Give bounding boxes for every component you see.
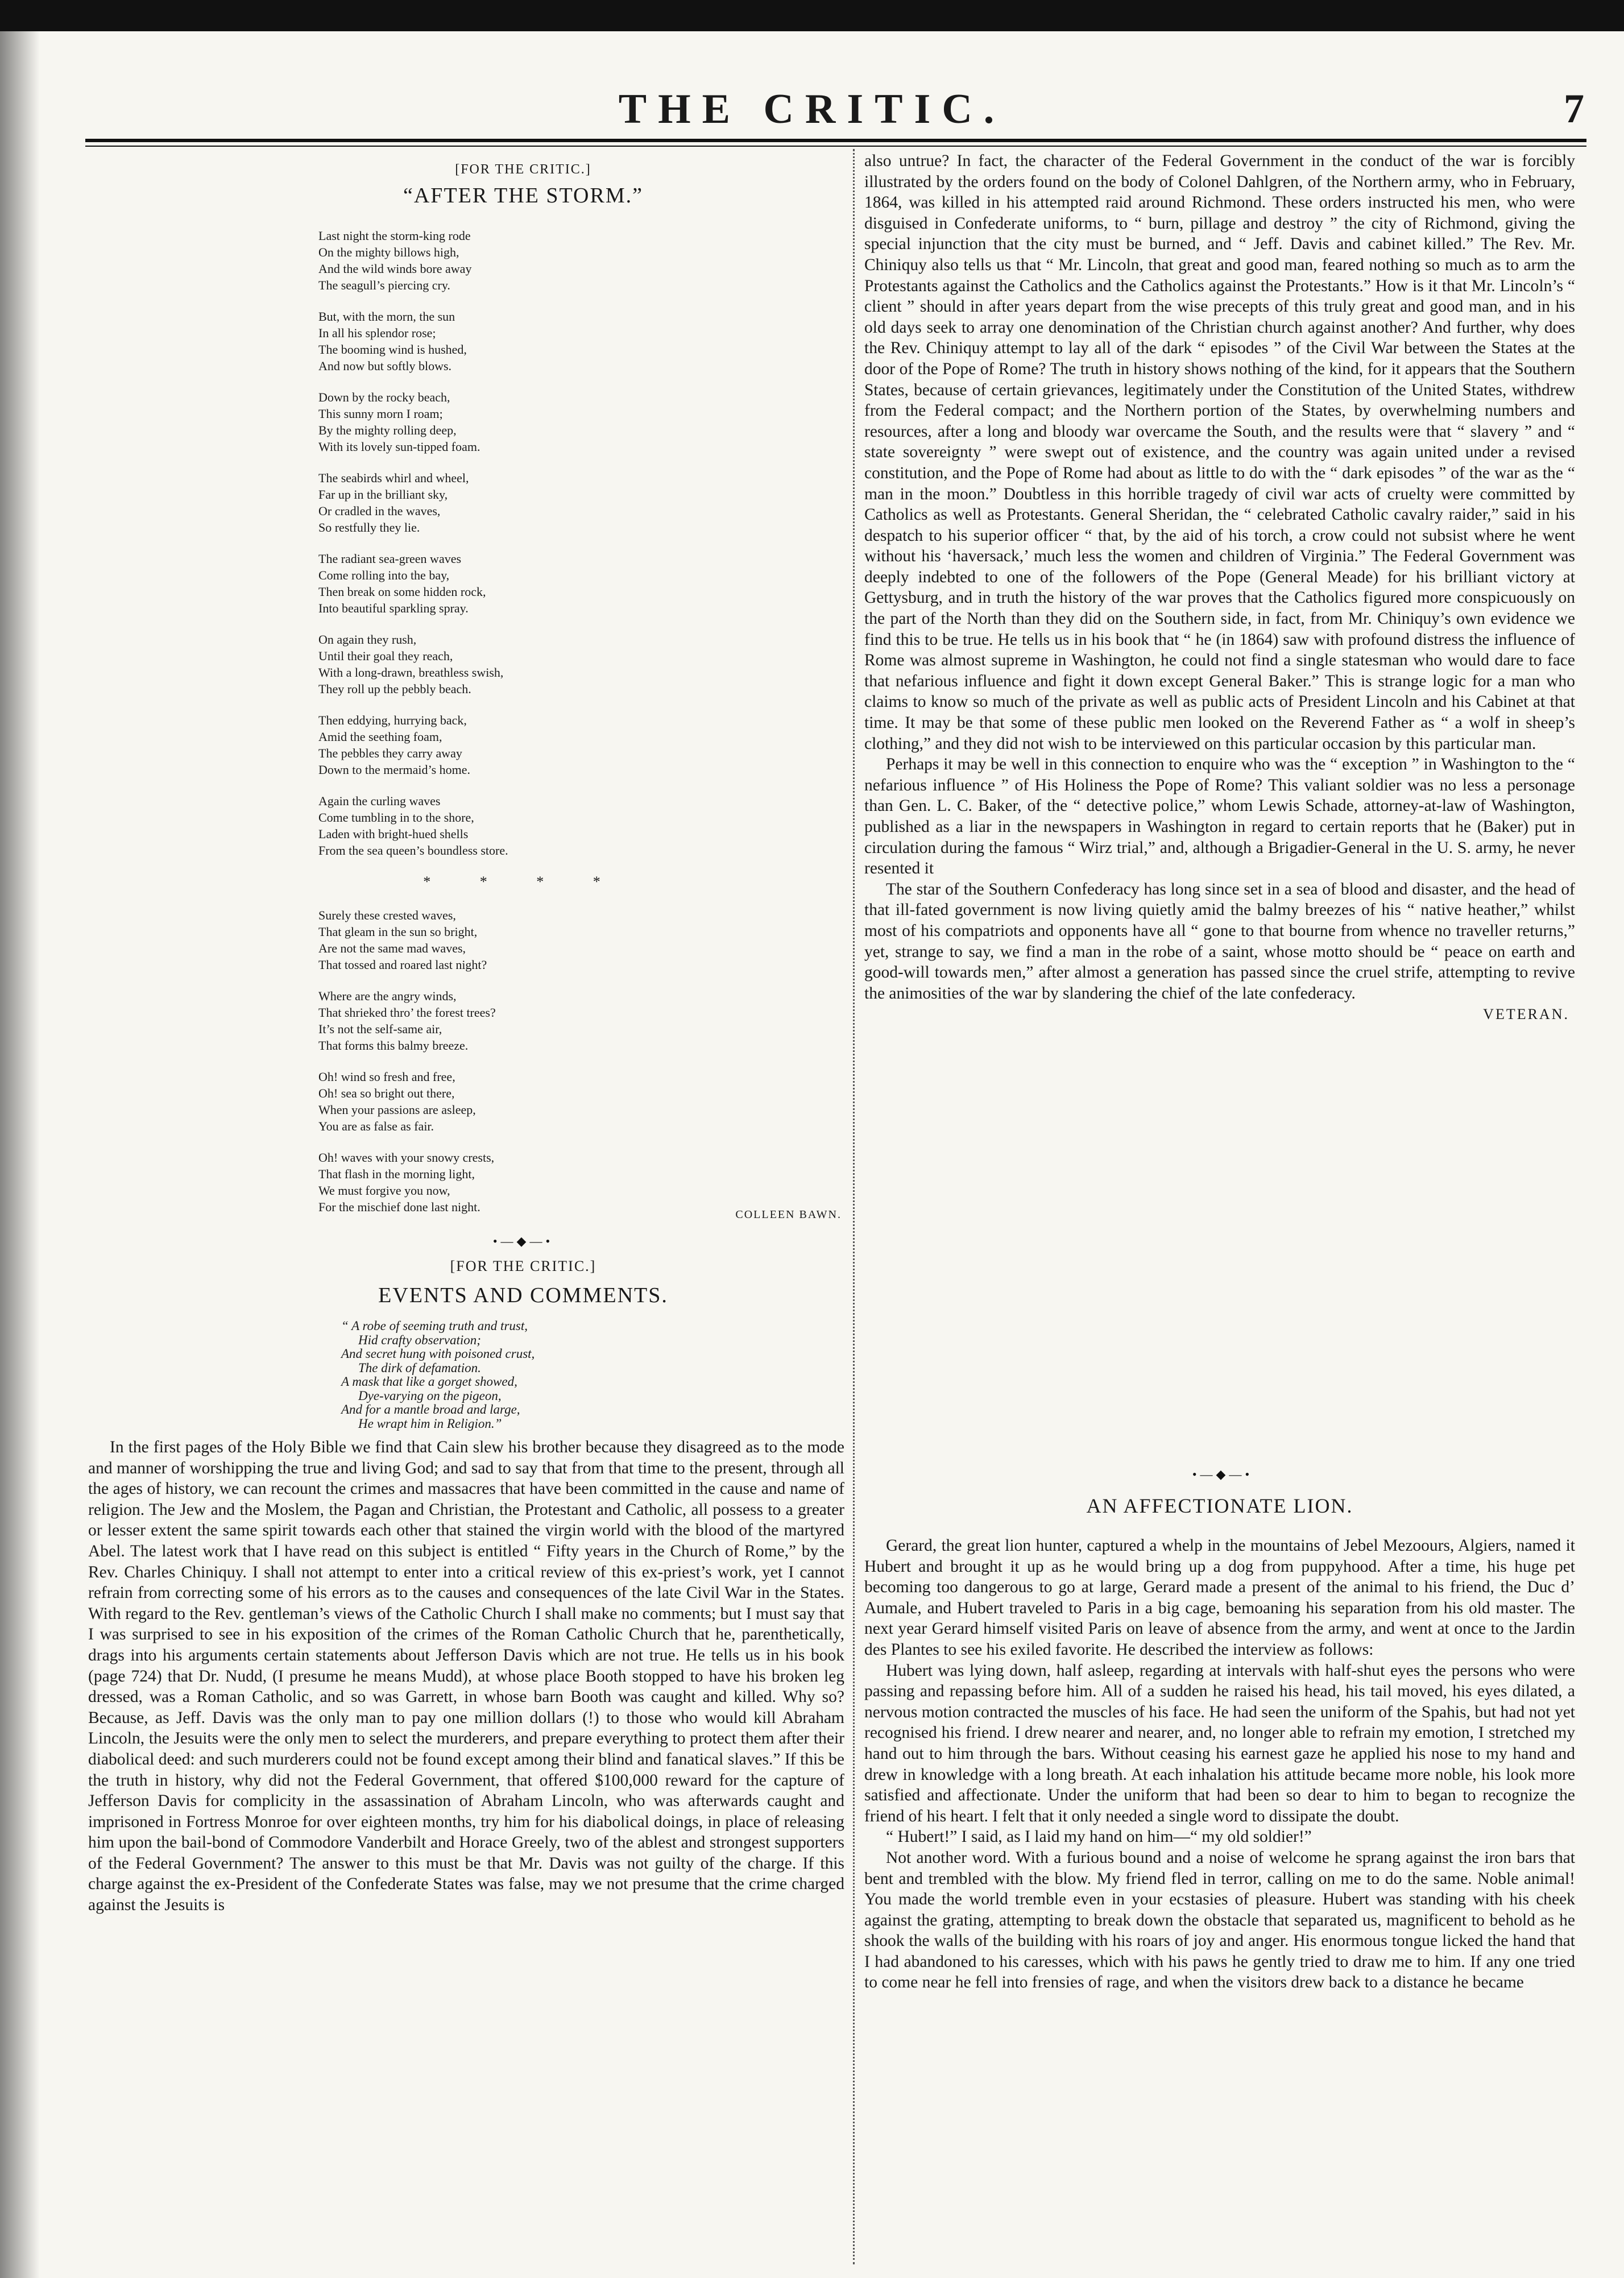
poem-line: Until their goal they reach, <box>318 649 453 663</box>
poem-line: And the wild winds bore away <box>318 262 472 276</box>
poem-signature: COLLEEN BAWN. <box>735 1208 842 1221</box>
poem-line: The radiant sea-green waves <box>318 552 462 566</box>
epigraph-line: And for a mantle broad and large, <box>341 1402 520 1416</box>
masthead <box>0 85 1624 136</box>
poem-line: On again they rush, <box>318 632 417 647</box>
poem-line: That tossed and roared last night? <box>318 958 487 972</box>
article-paragraph: Perhaps it may be well in this connection to enquire who was the “ exception ” in Washington to the “ nefarious influence ” of His Holiness the Pope of Rome? This valiant soldier was no less a personage than Gen. L. C. Baker, of the “ detective police,” whom Lewis Schade, attorney-at-law of Washington, published as a liar in the newspapers in Washington in regard to certain reports that he (Baker) put in circulation during the famous “ Wirz trial,” and, although a Brigadier-General in the U. S. army, he never resented it <box>864 755 1575 878</box>
poem-stanza <box>318 227 728 293</box>
poem-line: The booming wind is hushed, <box>318 342 467 357</box>
poem-line: The seabirds whirl and wheel, <box>318 471 469 485</box>
epigraph-line: A mask that like a gorget showed, <box>341 1374 517 1389</box>
poem-line: Again the curling waves <box>318 794 441 808</box>
poem-line: Oh! wind so fresh and free, <box>318 1070 455 1084</box>
column-divider <box>853 149 855 2264</box>
poem-line: Oh! waves with your snowy crests, <box>318 1150 495 1165</box>
poem-line: For the mischief done last night. <box>318 1200 480 1214</box>
poem-line: You are as false as fair. <box>318 1119 434 1133</box>
poem-stanza <box>318 793 728 859</box>
poem-line: That flash in the morning light, <box>318 1167 475 1181</box>
poem-line: On the mighty billows high, <box>318 245 459 259</box>
poem-line: Down to the mermaid’s home. <box>318 763 471 777</box>
poem-line: We must forgive you now, <box>318 1183 450 1198</box>
epigraph-line: “ A robe of seeming truth and trust, <box>341 1319 528 1333</box>
poem-line: But, with the morn, the sun <box>318 309 455 324</box>
poem-line: This sunny morn I roam; <box>318 407 443 421</box>
events-title: EVENTS AND COMMENTS. <box>378 1283 668 1307</box>
poem-line: So restfully they lie. <box>318 520 420 535</box>
poem-stanza <box>318 631 728 697</box>
lion-paragraph: Gerard, the great lion hunter, captured a whelp in the mountains of Jebel Mezoours, Algiers, named it Hubert and brought it up as he would bring up a dog from puppyhood. After a time, his huge pet becoming too dangerous to go at large, Gerard made a present of the animal to his friend, the Duc d’ Aumale, and Hubert traveled to Paris in a big cage, bemoaning his separation from his old master. The next year Gerard himself visited Paris on leave of absence from the army, and went at once to the Jardin des Plantes to see his exiled favorite. He described the interview as follows: <box>864 1536 1575 1659</box>
poem-line: Laden with bright-hued shells <box>318 827 469 841</box>
poem-line: The pebbles they carry away <box>318 746 462 760</box>
poem-line: Or cradled in the waves, <box>318 504 441 518</box>
lion-article <box>864 1535 1575 1993</box>
poem-line: And now but softly blows. <box>318 359 452 373</box>
poem-line: It’s not the self-same air, <box>318 1022 442 1036</box>
poem-line: They roll up the pebbly beach. <box>318 682 471 696</box>
events-for-label: [FOR THE CRITIC.] <box>450 1258 596 1274</box>
poem-line: Are not the same mad waves, <box>318 941 466 955</box>
events-paragraph: In the first pages of the Holy Bible we find that Cain slew his brother because they disagreed as to the mode and manner of worshipping the true and living God; and sad to say that from that time to the present, through all the ages of history, we can recount the crimes and massacres that have been committed in the cause and name of religion. The Jew and the Moslem, the Pagan and Christian, the Protestant and Catholic, all possess to a greater or lesser extent the same spirit towards each other that stained the virgin world with the blood of the martyred Abel. The latest work that I have read on this subject is entitled “ Fifty years in the Church of Rome,” by the Rev. Charles Chiniquy. I shall not attempt to enter into a critical review of this ex-priest’s work, yet I cannot refrain from correcting some of his errors as to the causes and consequences of the late Civil War in the States. With regard to the Rev. gentleman’s views of the Catholic Church I shall make no comments; but I must say that I was surprised to see in his exposition of the crimes of the Roman Catholic Church that he, parenthetically, drags into his arguments certain statements about Jefferson Davis which are not true. He tells us in his book (page 724) that Dr. Nudd, (I presume he means Mudd), at whose place Booth stopped to have his broken leg dressed, was a Roman Catholic, and so was Garrett, in whose barn Booth was caught and killed. Why so? Because, as Jeff. Davis was the only man to pay one million dollars (!) to those who would kill Abraham Lincoln, the Jesuits were the only men to select the murderers, and prepare everything to protect them after their diabolical deed: and such murderers could not be found except among their blind and fanatical slaves.” If this be the truth in history, why did not the Federal Government, that offered $100,000 reward for the capture of Jefferson Davis for complicity in the assassination of Abraham Lincoln, who was afterwards caught and imprisoned in Fortress Monroe for over eighteen months, try him for his diabolical doings, in place of releasing him upon the bail-bond of Commodore Vanderbilt and Horace Greely, two of the ablest and strongest supporters of the Federal Government? The answer to this must be that Mr. Davis was not guilty of the charge. If this charge against the ex-President of the Confederate States was false, may we not presume that the crime charged against the Jesuits is <box>88 1438 844 1915</box>
poem-line: With its lovely sun-tipped foam. <box>318 440 480 454</box>
lion-paragraph: Not another word. With a furious bound and a noise of welcome he sprang against the iron bars that bent and trembled with the blow. My friend fled in terror, calling on me to do the same. Noble animal! You made the world tremble even in your ecstasies of pleasure. Hubert was standing with his cheek against the grating, attempting to break down the obstacle that separated us, magnificent to behold as he shook the walls of the building with his roars of joy and anger. His enormous tongue licked the hand that I had abandoned to his caresses, which with his paws he gently tried to draw me to him. If any one tried to come near he fell into frensies of rage, and when the visitors drew back to a distance he became <box>864 1848 1575 1992</box>
poem-line: That forms this balmy breeze. <box>318 1038 469 1053</box>
poem-line: With a long-drawn, breathless swish, <box>318 665 504 680</box>
poem-title: “AFTER THE STORM.” <box>403 184 643 208</box>
scan-top-edge <box>0 0 1624 31</box>
page-number: 7 <box>1564 86 1584 131</box>
events-epigraph <box>341 1319 728 1431</box>
poem-line: By the mighty rolling deep, <box>318 423 457 437</box>
poem-stanza <box>318 907 728 973</box>
scan-left-edge <box>0 31 40 2278</box>
article-paragraph: The star of the Southern Confederacy has long since set in a sea of blood and disaster, and the head of that ill-fated government is now living quietly amid the balmy breezes of his “ native heather,” whilst most of his compatriots and opponents have all “ gone to that bourne from whence no traveller returns,” yet, strange to say, we find a man in the robe of a saint, whose motto should be “ peace on earth and good-will towards men,” after almost a generation has passed since the cruel strife, attempting to revive the animosities of the war by slandering the chief of the late confederacy. <box>864 880 1575 1003</box>
poem-line: Oh! sea so bright out there, <box>318 1086 455 1100</box>
poem-stanza <box>318 470 728 536</box>
poem-line: In all his splendor rose; <box>318 326 436 340</box>
epigraph-line: Hid crafty observation; <box>358 1332 481 1347</box>
lion-paragraph: Hubert was lying down, half asleep, regarding at intervals with half-shut eyes the persons who were passing and repassing before him. All of a sudden he raised his head, his tail moved, his eyes dilated, a nervous motion contracted the muscles of his face. He had seen the uniform of the Spahis, but had not yet recognised his friend. I drew nearer and nearer, and, no longer able to refrain my emotion, I stretched my hand out to him through the bars. Without ceasing his earnest gaze he applied his nose to my hand and drew in knowledge with a long breath. At each inhalation his attitude became more noble, his look more satisfied and affectionate. Under the uniform that had been so dear to him to began to recognize the friend of his heart. I felt that it only needed a single word to dissipate the doubt. <box>864 1661 1575 1825</box>
newspaper-title: THE CRITIC. <box>618 86 1006 132</box>
section-ornament: •—◆—• <box>1192 1467 1253 1481</box>
poem-line: Surely these crested waves, <box>318 908 456 922</box>
poem-stanza <box>318 988 728 1054</box>
poem-line: Down by the rocky beach, <box>318 390 450 404</box>
poem-stanza <box>318 308 728 374</box>
poem-line: Where are the angry winds, <box>318 989 457 1003</box>
events-article-body <box>88 1437 844 1916</box>
poem-line: Come rolling into the bay, <box>318 568 450 582</box>
header-rule-thin <box>85 146 1586 147</box>
poem-line: Then eddying, hurrying back, <box>318 713 467 727</box>
poem-for-label: [FOR THE CRITIC.] <box>455 162 591 177</box>
header-rule-thick <box>85 139 1586 142</box>
poem-line: Into beautiful sparkling spray. <box>318 601 469 615</box>
epigraph-line: He wrapt him in Religion.” <box>358 1416 502 1431</box>
poem-stanza <box>318 389 728 455</box>
poem-line: The seagull’s piercing cry. <box>318 278 450 292</box>
poem-stars: * * * * <box>423 873 623 890</box>
poem-line: Amid the seething foam, <box>318 730 442 744</box>
poem-stanza <box>318 712 728 778</box>
poem-line: Come tumbling in to the shore, <box>318 810 474 825</box>
poem-stanza <box>318 1068 728 1134</box>
lion-paragraph: “ Hubert!” I said, as I laid my hand on him—“ my old soldier!” <box>886 1828 1312 1846</box>
poem-line: That shrieked thro’ the forest trees? <box>318 1005 496 1020</box>
poem-stanza <box>318 550 728 616</box>
right-column-article <box>864 151 1575 1023</box>
poem-body <box>318 227 728 1230</box>
article-signature: VETERAN. <box>1483 1006 1569 1023</box>
article-paragraph: also untrue? In fact, the character of the Federal Government in the conduct of the war is forcibly illustrated by the orders found on the body of Colonel Dahlgren, of the Northern army, who in February, 1864, was killed in his attempted raid around Richmond. These orders instructed his men, who were disguised in Confederate uniforms, to “ burn, pillage and destroy ” the city of Richmond, giving the special injunction that the city must be burned, and “ Jeff. Davis and cabinet killed.” The Rev. Mr. Chiniquy also tells us that “ Mr. Lincoln, that great and good man, feared nothing so much as to arm the Protestants against the Catholics and the Catholics against the Protestants.” How is it that Mr. Lincoln’s “ client ” should in after years depart from the wise precepts of this truly great and good man, and in his old days seek to array one denomination of the Christian church against another? And further, why does the Rev. Chiniquy attempt to lay all of the dark “ episodes ” of the Civil War between the States at the door of the Pope of Rome? The truth in history shows nothing of the kind, for it appears that the Southern States, because of certain grievances, legitimately under the Constitution of the United States, withdrew from the Federal compact; and the Northern portion of the States, by overwhelming numbers and resources, after a long and bloody war overcame the South, and the results were that “ slavery ” and “ state sovereignty ” were swept out of existence, and the country was again united under a revised constitution, and the Pope of Rome had about as little to do with the “ dark episodes ” of the war as the “ man in the moon.” Doubtless in this horrible tragedy of civil war acts of cruelty were committed by Catholics as well as Protestants. General Sheridan, the “ celebrated Catholic cavalry raider,” said in his despatch to his superior officer “ that, by the aid of his torch, a crow could not subsist where he went without his ‘haversack,’ much less the women and children of Virginia.” The Federal Government was deeply indebted to one of the followers of the Pope (General Meade) for his brilliant victory at Gettysburg, and in truth the history of the war proves that the Catholics figured more conspicuously on the part of the North than they did on the Southern side, in fact, from Mr. Chiniquy’s own evidence we find this to be true. He tells us in his book that “ he (in 1864) saw with profound distress the influence of Rome was almost supreme in Washington, he could not find a single statesman who would dare to face that nefarious influence and fight it down except General Baker.” This is strange logic for a man who claims to know so much of the private as well as public acts of President Lincoln and his Cabinet at that time. It may be that some of these public men looked on the Reverend Father as “ a wolf in sheep’s clothing,” and they did not wish to be interviewed on this particular occasion by this particular man. <box>864 152 1575 753</box>
poem-line: Then break on some hidden rock, <box>318 585 486 599</box>
epigraph-line: And secret hung with poisoned crust, <box>341 1347 535 1361</box>
poem-line: Far up in the brilliant sky, <box>318 487 448 502</box>
poem-line: From the sea queen’s boundless store. <box>318 843 508 858</box>
poem-line: Last night the storm-king rode <box>318 229 471 243</box>
lion-title: AN AFFECTIONATE LION. <box>1086 1494 1353 1517</box>
epigraph-line: The dirk of defamation. <box>358 1360 481 1375</box>
poem-line: That gleam in the sun so bright, <box>318 925 478 939</box>
poem-stanza <box>318 1149 728 1215</box>
section-ornament: •—◆—• <box>492 1234 554 1248</box>
epigraph-line: Dye-varying on the pigeon, <box>358 1388 502 1403</box>
poem-line: When your passions are asleep, <box>318 1103 476 1117</box>
